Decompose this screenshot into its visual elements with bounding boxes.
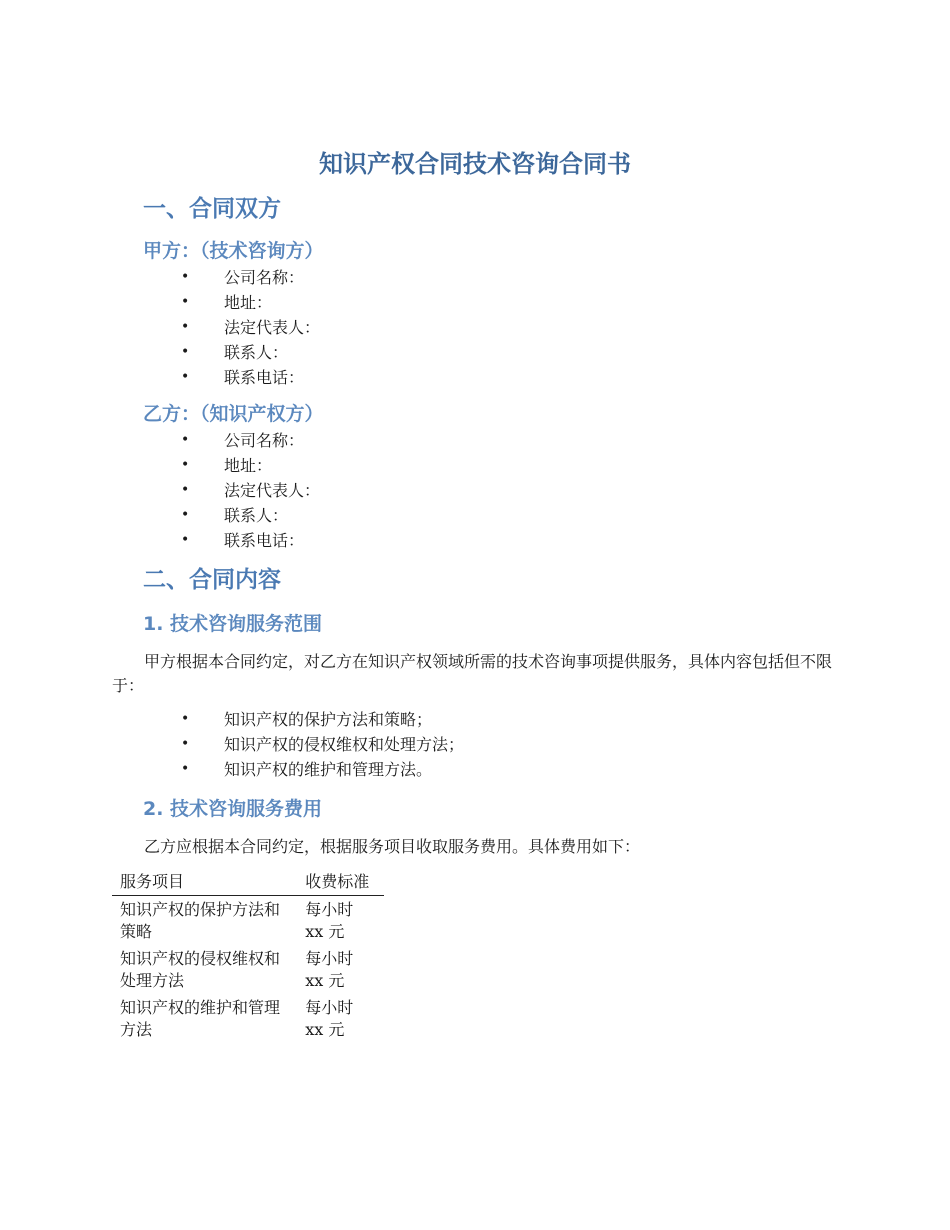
fees-paragraph: 乙方应根据本合同约定，根据服务项目收取服务费用。具体费用如下： bbox=[144, 837, 641, 856]
bullet-icon: • bbox=[181, 294, 190, 310]
cell-service: 知识产权的保护方法和策略 bbox=[120, 900, 281, 941]
party-a-heading: 甲方：（技术咨询方） bbox=[143, 240, 324, 262]
subsection-fees-heading: 2. 技术咨询服务费用 bbox=[143, 798, 323, 820]
field-address: 地址： bbox=[224, 293, 273, 312]
field-phone: 联系电话： bbox=[224, 368, 305, 387]
table-row bbox=[112, 896, 384, 946]
column-header-fee: 收费标准 bbox=[297, 871, 384, 896]
bullet-icon: • bbox=[181, 532, 190, 548]
bullet-icon: • bbox=[181, 761, 190, 777]
bullet-icon: • bbox=[181, 344, 190, 360]
party-b-heading: 乙方：（知识产权方） bbox=[143, 403, 324, 425]
bullet-icon: • bbox=[181, 269, 190, 285]
field-address: 地址： bbox=[224, 456, 273, 475]
scope-item: 知识产权的保护方法和策略； bbox=[224, 710, 433, 729]
field-company-name: 公司名称： bbox=[224, 431, 305, 450]
cell-fee: 每小时 xx 元 bbox=[305, 998, 354, 1039]
bullet-icon: • bbox=[181, 319, 190, 335]
document-title: 知识产权合同技术咨询合同书 bbox=[319, 150, 631, 178]
bullet-icon: • bbox=[181, 457, 190, 473]
bullet-icon: • bbox=[181, 507, 190, 523]
scope-item: 知识产权的维护和管理方法。 bbox=[224, 760, 433, 779]
bullet-icon: • bbox=[181, 736, 190, 752]
bullet-icon: • bbox=[181, 482, 190, 498]
field-phone: 联系电话： bbox=[224, 531, 305, 550]
scope-paragraph: 甲方根据本合同约定，对乙方在知识产权领域所需的技术咨询事项提供服务，具体内容包括但不限于： bbox=[112, 652, 833, 695]
section-heading-content: 二、合同内容 bbox=[143, 567, 281, 593]
table-row bbox=[112, 945, 384, 994]
bullet-icon: • bbox=[181, 369, 190, 385]
cell-service: 知识产权的侵权维权和处理方法 bbox=[120, 949, 281, 990]
cell-service: 知识产权的维护和管理方法 bbox=[120, 998, 281, 1039]
column-header-service: 服务项目 bbox=[112, 871, 297, 896]
field-company-name: 公司名称： bbox=[224, 268, 305, 287]
bullet-icon: • bbox=[181, 432, 190, 448]
table-header-row bbox=[112, 871, 384, 896]
fees-table bbox=[112, 871, 384, 1043]
scope-item: 知识产权的侵权维权和处理方法； bbox=[224, 735, 465, 754]
section-heading-parties: 一、合同双方 bbox=[143, 196, 281, 222]
table-row bbox=[112, 994, 384, 1043]
field-contact: 联系人： bbox=[224, 506, 289, 525]
cell-fee: 每小时 xx 元 bbox=[305, 900, 354, 941]
field-contact: 联系人： bbox=[224, 343, 289, 362]
subsection-scope-heading: 1. 技术咨询服务范围 bbox=[143, 613, 323, 635]
field-legal-rep: 法定代表人： bbox=[224, 318, 321, 337]
bullet-icon: • bbox=[181, 711, 190, 727]
field-legal-rep: 法定代表人： bbox=[224, 481, 321, 500]
cell-fee: 每小时 xx 元 bbox=[305, 949, 354, 990]
